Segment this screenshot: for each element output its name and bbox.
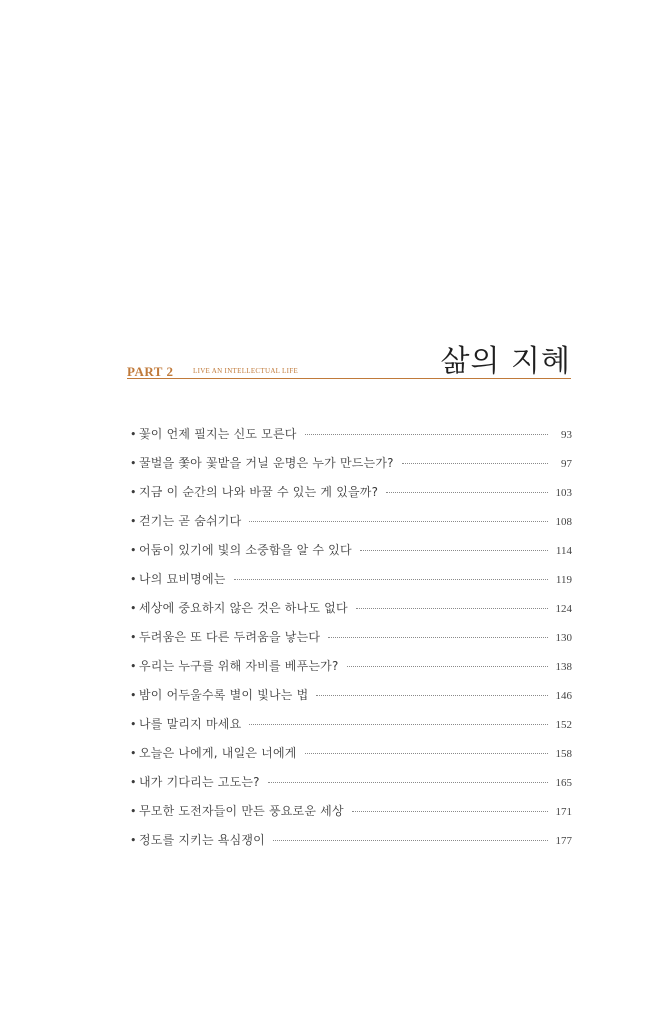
toc-entry-page-number: 93 <box>561 429 572 441</box>
bullet-icon: • <box>130 718 137 731</box>
header-rule <box>127 378 571 379</box>
toc-entry-page-number: 171 <box>555 806 572 818</box>
toc-entry-page-number: 124 <box>555 603 572 615</box>
dot-leader <box>305 753 548 754</box>
bullet-icon: • <box>130 776 137 789</box>
bullet-icon: • <box>130 689 137 702</box>
toc-entry <box>130 541 572 570</box>
toc-entry-page-number: 114 <box>555 545 572 557</box>
toc-entry-page-number: 130 <box>555 632 572 644</box>
dot-leader <box>305 434 548 435</box>
dot-leader <box>352 811 548 812</box>
dot-leader <box>249 724 548 725</box>
bullet-icon: • <box>130 457 137 470</box>
toc-entry <box>130 454 572 483</box>
bullet-icon: • <box>130 631 137 644</box>
dot-leader <box>316 695 548 696</box>
bullet-icon: • <box>130 747 137 760</box>
toc-entry-page-number: 158 <box>555 748 572 760</box>
toc-entry-page-number: 108 <box>555 516 572 528</box>
toc-entry-title: 우리는 누구를 위해 자비를 베푸는가? <box>139 659 339 673</box>
bullet-icon: • <box>130 515 137 528</box>
dot-leader <box>249 521 548 522</box>
toc-entry <box>130 657 572 686</box>
dot-leader <box>402 463 548 464</box>
toc-entry-title: 세상에 중요하지 않은 것은 하나도 없다 <box>139 601 348 615</box>
bullet-icon: • <box>130 602 137 615</box>
dot-leader <box>386 492 548 493</box>
part-title: 삶의 지혜 <box>440 344 571 379</box>
toc-entry-page-number: 103 <box>555 487 572 499</box>
bullet-icon: • <box>130 805 137 818</box>
dot-leader <box>268 782 548 783</box>
dot-leader <box>328 637 548 638</box>
dot-leader <box>234 579 548 580</box>
toc-entry <box>130 628 572 657</box>
toc-entry-title: 걷기는 곧 숨쉬기다 <box>139 514 242 528</box>
bullet-icon: • <box>130 573 137 586</box>
toc-entry <box>130 831 572 860</box>
toc-entry-page-number: 177 <box>555 835 572 847</box>
toc-entry-title: 정도를 지키는 욕심쟁이 <box>139 833 265 847</box>
toc-entry-page-number: 119 <box>555 574 572 586</box>
bullet-icon: • <box>130 486 137 499</box>
toc-entry-page-number: 152 <box>555 719 572 731</box>
table-of-contents <box>130 425 572 860</box>
toc-entry <box>130 686 572 715</box>
bullet-icon: • <box>130 428 137 441</box>
part-header <box>127 336 571 380</box>
part-label: PART 2 <box>127 364 174 379</box>
toc-entry <box>130 483 572 512</box>
toc-entry <box>130 744 572 773</box>
dot-leader <box>356 608 548 609</box>
dot-leader <box>360 550 548 551</box>
toc-entry-title: 오늘은 나에게, 내일은 너에게 <box>139 746 297 760</box>
toc-entry-page-number: 97 <box>561 458 572 470</box>
dot-leader <box>273 840 548 841</box>
toc-entry-title: 나의 묘비명에는 <box>139 572 226 586</box>
toc-entry <box>130 715 572 744</box>
toc-entry-title: 내가 기다리는 고도는? <box>139 775 260 789</box>
toc-entry-title: 어둠이 있기에 빛의 소중함을 알 수 있다 <box>139 543 352 557</box>
toc-entry-page-number: 146 <box>555 690 572 702</box>
toc-entry-title: 꽃이 언제 필지는 신도 모른다 <box>139 427 297 441</box>
toc-entry-title: 지금 이 순간의 나와 바꿀 수 있는 게 있을까? <box>139 485 379 499</box>
toc-entry-title: 무모한 도전자들이 만든 풍요로운 세상 <box>139 804 344 818</box>
toc-entry <box>130 599 572 628</box>
toc-entry-title: 꿀벌을 쫓아 꽃밭을 거닐 운명은 누가 만드는가? <box>139 456 394 470</box>
toc-entry-title: 밤이 어두울수록 별이 빛나는 법 <box>139 688 309 702</box>
toc-entry-title: 두려움은 또 다른 두려움을 낳는다 <box>139 630 321 644</box>
toc-entry <box>130 802 572 831</box>
bullet-icon: • <box>130 834 137 847</box>
toc-entry-page-number: 165 <box>555 777 572 789</box>
bullet-icon: • <box>130 660 137 673</box>
toc-entry <box>130 425 572 454</box>
part-subtitle: LIVE AN INTELLECTUAL LIFE <box>193 367 299 375</box>
toc-entry-title: 나를 말리지 마세요 <box>139 717 242 731</box>
toc-entry <box>130 773 572 802</box>
toc-entry <box>130 570 572 599</box>
dot-leader <box>347 666 548 667</box>
toc-entry-page-number: 138 <box>555 661 572 673</box>
toc-entry <box>130 512 572 541</box>
bullet-icon: • <box>130 544 137 557</box>
